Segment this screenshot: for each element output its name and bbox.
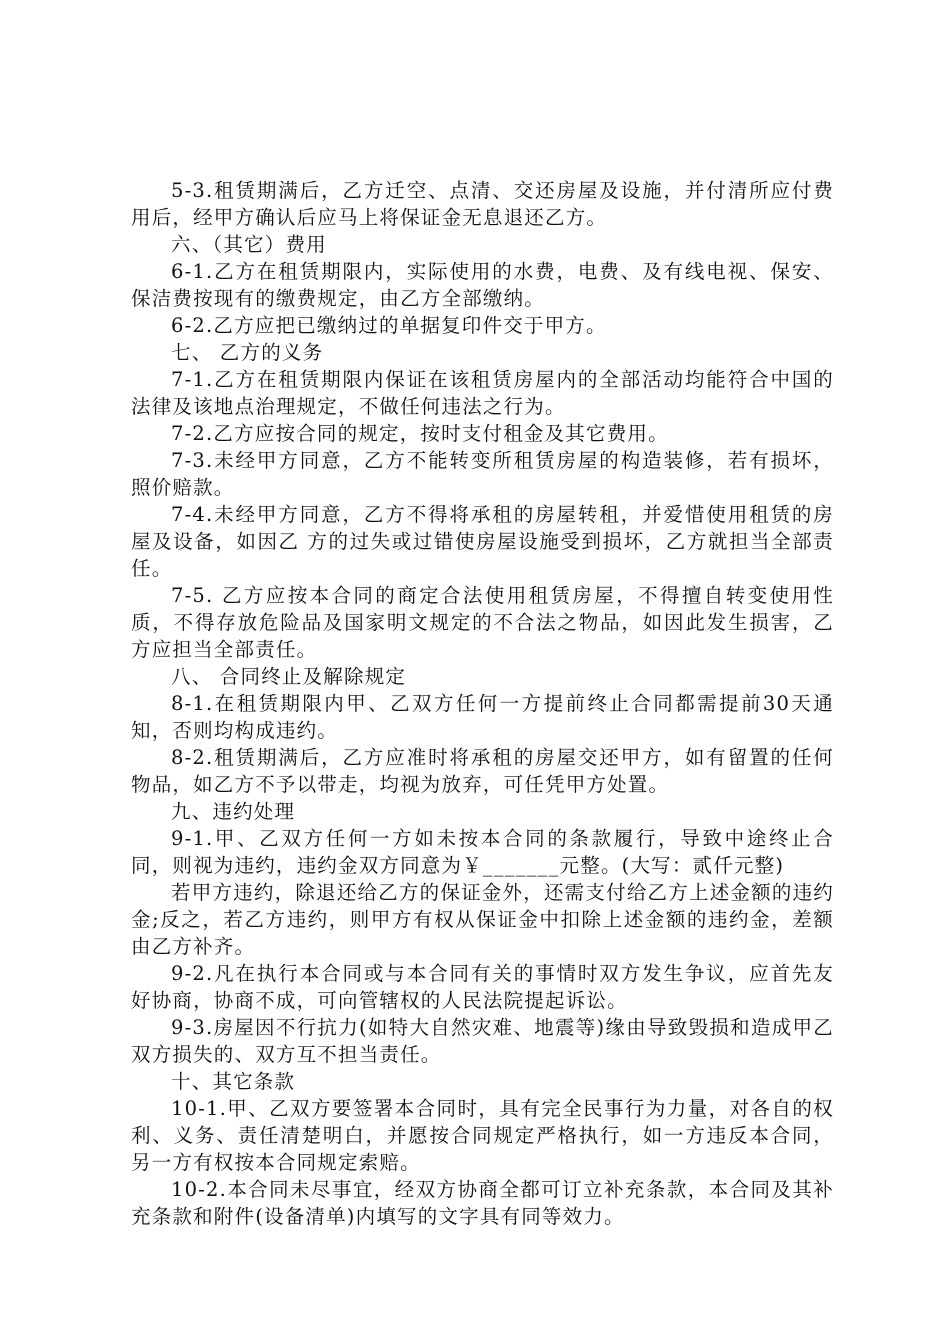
clause-10-2: 10-2.本合同未尽事宜，经双方协商全都可订立补充条款，本合同及其补充条款和附件(设备清单)内填写的文字具有同等效力。 bbox=[131, 1178, 834, 1228]
clause-7-5: 7-5. 乙方应按本合同的商定合法使用租赁房屋，不得擅自转变使用性质，不得存放危险品及国家明文规定的不合法之物品，如因此发生损害，乙方应担当全部责任。 bbox=[131, 584, 834, 661]
section-heading-6: 六、（其它）费用 bbox=[171, 233, 327, 256]
clause-7-4: 7-4.未经甲方同意，乙方不得将承租的房屋转租，并爱惜使用租赁的房屋及设备，如因乙 方的过失或过错使房屋设施受到损坏，乙方就担当全部责任。 bbox=[131, 503, 834, 580]
clause-8-2: 8-2.租赁期满后，乙方应准时将承租的房屋交还甲方，如有留置的任何物品，如乙方不予以带走，均视为放弃，可任凭甲方处置。 bbox=[131, 746, 834, 796]
clause-10-1: 10-1.甲、乙双方要签署本合同时，具有完全民事行为力量，对各自的权利、义务、责任清楚明白，并愿按合同规定严格执行，如一方违反本合同，另一方有权按本合同规定索赔。 bbox=[131, 1097, 834, 1174]
clause-9-1: 9-1.甲、乙双方任何一方如未按本合同的条款履行，导致中途终止合同，则视为违约，违约金双方同意为￥_______元整。(大写：贰仟元整) bbox=[131, 827, 834, 877]
clause-7-2: 7-2.乙方应按合同的规定，按时支付租金及其它费用。 bbox=[171, 422, 669, 445]
clause-9-1-note: 若甲方违约，除退还给乙方的保证金外，还需支付给乙方上述金额的违约金;反之，若乙方违约，则甲方有权从保证金中扣除上述金额的违约金，差额由乙方补齐。 bbox=[131, 881, 834, 958]
contract-body bbox=[131, 177, 834, 1230]
clause-5-3: 5-3.租赁期满后，乙方迁空、点清、交还房屋及设施，并付清所应付费用后，经甲方确认后应马上将保证金无息退还乙方。 bbox=[131, 179, 834, 229]
clause-7-1: 7-1.乙方在租赁期限内保证在该租赁房屋内的全部活动均能符合中国的法律及该地点治理规定，不做任何违法之行为。 bbox=[131, 368, 834, 418]
clause-9-3: 9-3.房屋因不行抗力(如特大自然灾难、地震等)缘由导致毁损和造成甲乙双方损失的、双方互不担当责任。 bbox=[131, 1016, 834, 1066]
clause-6-1: 6-1.乙方在租赁期限内，实际使用的水费，电费、及有线电视、保安、保洁费按现有的缴费规定，由乙方全部缴纳。 bbox=[131, 260, 834, 310]
section-heading-10: 十、其它条款 bbox=[171, 1070, 296, 1093]
section-heading-9: 九、违约处理 bbox=[171, 800, 296, 823]
clause-7-3: 7-3.未经甲方同意，乙方不能转变所租赁房屋的构造装修，若有损坏，照价赔款。 bbox=[131, 449, 834, 499]
section-heading-8: 八、 合同终止及解除规定 bbox=[171, 665, 407, 688]
clause-9-2: 9-2.凡在执行本合同或与本合同有关的事情时双方发生争议，应首先友好协商，协商不成，可向管辖权的人民法院提起诉讼。 bbox=[131, 962, 834, 1012]
clause-6-2: 6-2.乙方应把已缴纳过的单据复印件交于甲方。 bbox=[171, 314, 607, 337]
clause-8-1: 8-1.在租赁期限内甲、乙双方任何一方提前终止合同都需提前30天通知，否则均构成违约。 bbox=[131, 692, 834, 742]
section-heading-7: 七、 乙方的义务 bbox=[171, 341, 324, 364]
